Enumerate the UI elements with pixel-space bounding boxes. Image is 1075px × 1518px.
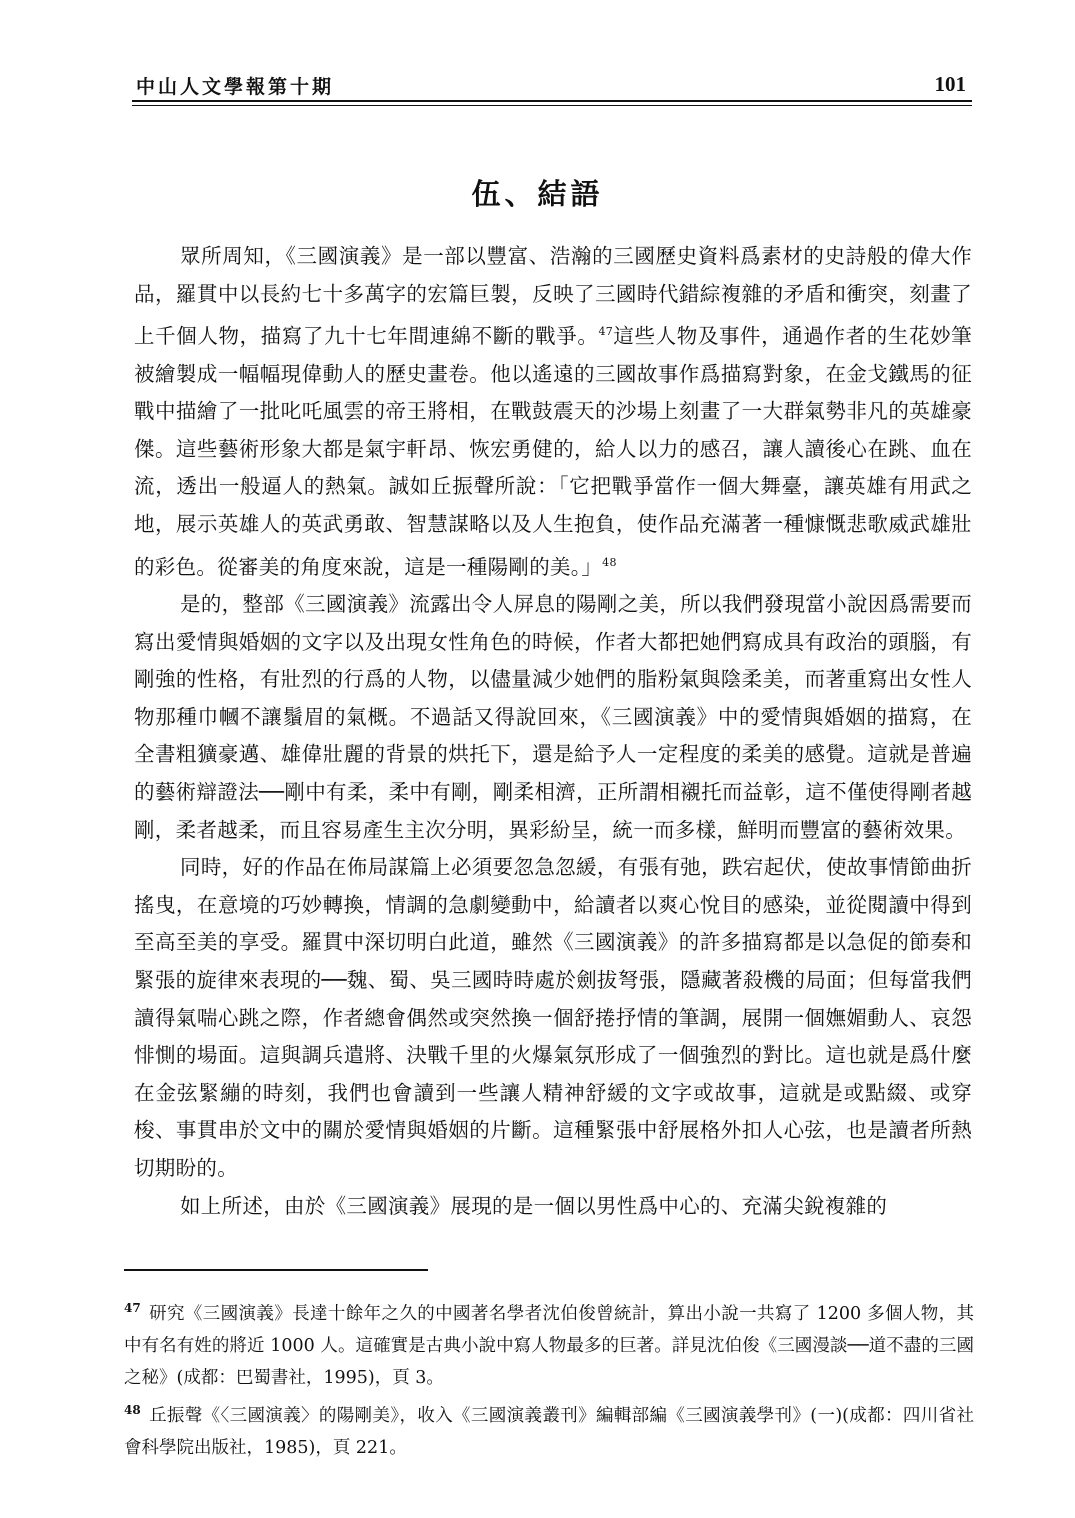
footnote-number: 47: [124, 1301, 141, 1315]
body-paragraph: [134, 849, 972, 1187]
section-title: 伍、結語: [471, 177, 604, 211]
paragraph-text: 眾所周知，《三國演義》是一部以豐富、浩瀚的三國歷史資料爲素材的史詩般的偉大作品，羅貫中以長約七十多萬字的宏篇巨製，反映了三國時代錯綜複雜的矛盾和衝突，刻畫了上千個人物，描寫了九十七年間連綿不斷的戰爭。: [134, 244, 972, 349]
body-paragraph: [134, 238, 972, 586]
header-rule: [132, 100, 972, 102]
running-header: [132, 66, 966, 102]
page-number: 101: [934, 72, 966, 96]
paragraph-text: 如上所述，由於《三國演義》展現的是一個以男性爲中心的、充滿尖銳複雜的: [180, 1193, 888, 1218]
body-paragraph: [134, 1188, 972, 1226]
footnotes: [124, 1292, 974, 1464]
body-text: [134, 238, 972, 1225]
footnote-text: 研究《三國演義》長達十餘年之久的中國著名學者沈伯俊曾統計，算出小說一共寫了 1200 多個人物，其中有名有姓的將近 1000 人。這確實是古典小說中寫人物最多的巨著。詳見沈伯俊《三國漫談──道不盡的三國之秘》(成都：巴蜀書社，1995)，頁 3。: [124, 1303, 974, 1388]
footnote-number: 48: [124, 1402, 141, 1417]
footnote: [124, 1292, 974, 1394]
journal-title: 中山人文學報第十期: [136, 76, 335, 98]
footnote-ref: 47: [598, 325, 614, 339]
paragraph-text: 是的，整部《三國演義》流露出令人屏息的陽剛之美，所以我們發現當小說因爲需要而寫出愛情與婚姻的文字以及出現女性角色的時候，作者大都把她們寫成具有政治的頭腦，有剛強的性格，有壯烈的行爲的人物，以儘量減少她們的脂粉氣與陰柔美，而著重寫出女性人物那種巾幗不讓鬚眉的氣概。不過話又得說回來，《三國演義》中的愛情與婚姻的描寫，在全書粗獷豪邁、雄偉壯麗的背景的烘托下，還是給予人一定程度的柔美的感覺。這就是普遍的藝術辯證法──剛中有柔，柔中有剛，剛柔相濟，正所謂相襯托而益彰，這不僅使得剛者越剛，柔者越柔，而且容易產生主次分明，異彩紛呈，統一而多樣，鮮明而豐富的藝術效果。: [134, 592, 972, 842]
footnote: [124, 1394, 974, 1464]
header-rule-thin: [132, 105, 972, 106]
footnote-ref: 48: [602, 555, 617, 569]
paragraph-text: 同時，好的作品在佈局謀篇上必須要忽急忽緩，有張有弛，跌宕起伏，使故事情節曲折搖曳，在意境的巧妙轉換，情調的急劇變動中，給讀者以爽心悅目的感染，並從閱讀中得到至高至美的享受。羅貫中深切明白此道，雖然《三國演義》的許多描寫都是以急促的節奏和緊張的旋律來表現的──魏、蜀、吳三國時時處於劍拔弩張，隱藏著殺機的局面；但每當我們讀得氣喘心跳之際，作者總會偶然或突然換一個舒捲抒情的筆調，展開一個嫵媚動人、哀怨悱惻的場面。這與調兵遣將、決戰千里的火爆氣氛形成了一個強烈的對比。這也就是爲什麼在金弦緊繃的時刻，我們也會讀到一些讓人精神舒緩的文字或故事，這就是或點綴、或穿梭、事貫串於文中的關於愛情與婚姻的片斷。這種緊張中舒展格外扣人心弦，也是讀者所熱切期盼的。: [134, 855, 972, 1180]
footnote-text: 丘振聲《〈三國演義〉的陽剛美》，收入《三國演義叢刊》編輯部編《三國演義學刊》(一)(成都：四川省社會科學院出版社，1985)，頁 221。: [124, 1405, 974, 1458]
paragraph-text: 這些人物及事件，通過作者的生花妙筆被繪製成一幅幅現偉動人的歷史畫卷。他以遙遠的三國故事作爲描寫對象，在金戈鐵馬的征戰中描繪了一批叱吒風雲的帝王將相，在戰鼓震天的沙場上刻畫了一大群氣勢非凡的英雄豪傑。這些藝術形象大都是氣宇軒昂、恢宏勇健的，給人以力的感召，讓人讀後心在跳、血在流，透出一般逼人的熱氣。誠如丘振聲所說：「它把戰爭當作一個大舞臺，讓英雄有用武之地，展示英雄人的英武勇敢、智慧謀略以及人生抱負，使作品充滿著一種慷慨悲歌威武雄壯的彩色。從審美的角度來說，這是一種陽剛的美。」: [134, 324, 972, 579]
footnote-separator: [124, 1269, 428, 1271]
body-paragraph: [134, 586, 972, 849]
